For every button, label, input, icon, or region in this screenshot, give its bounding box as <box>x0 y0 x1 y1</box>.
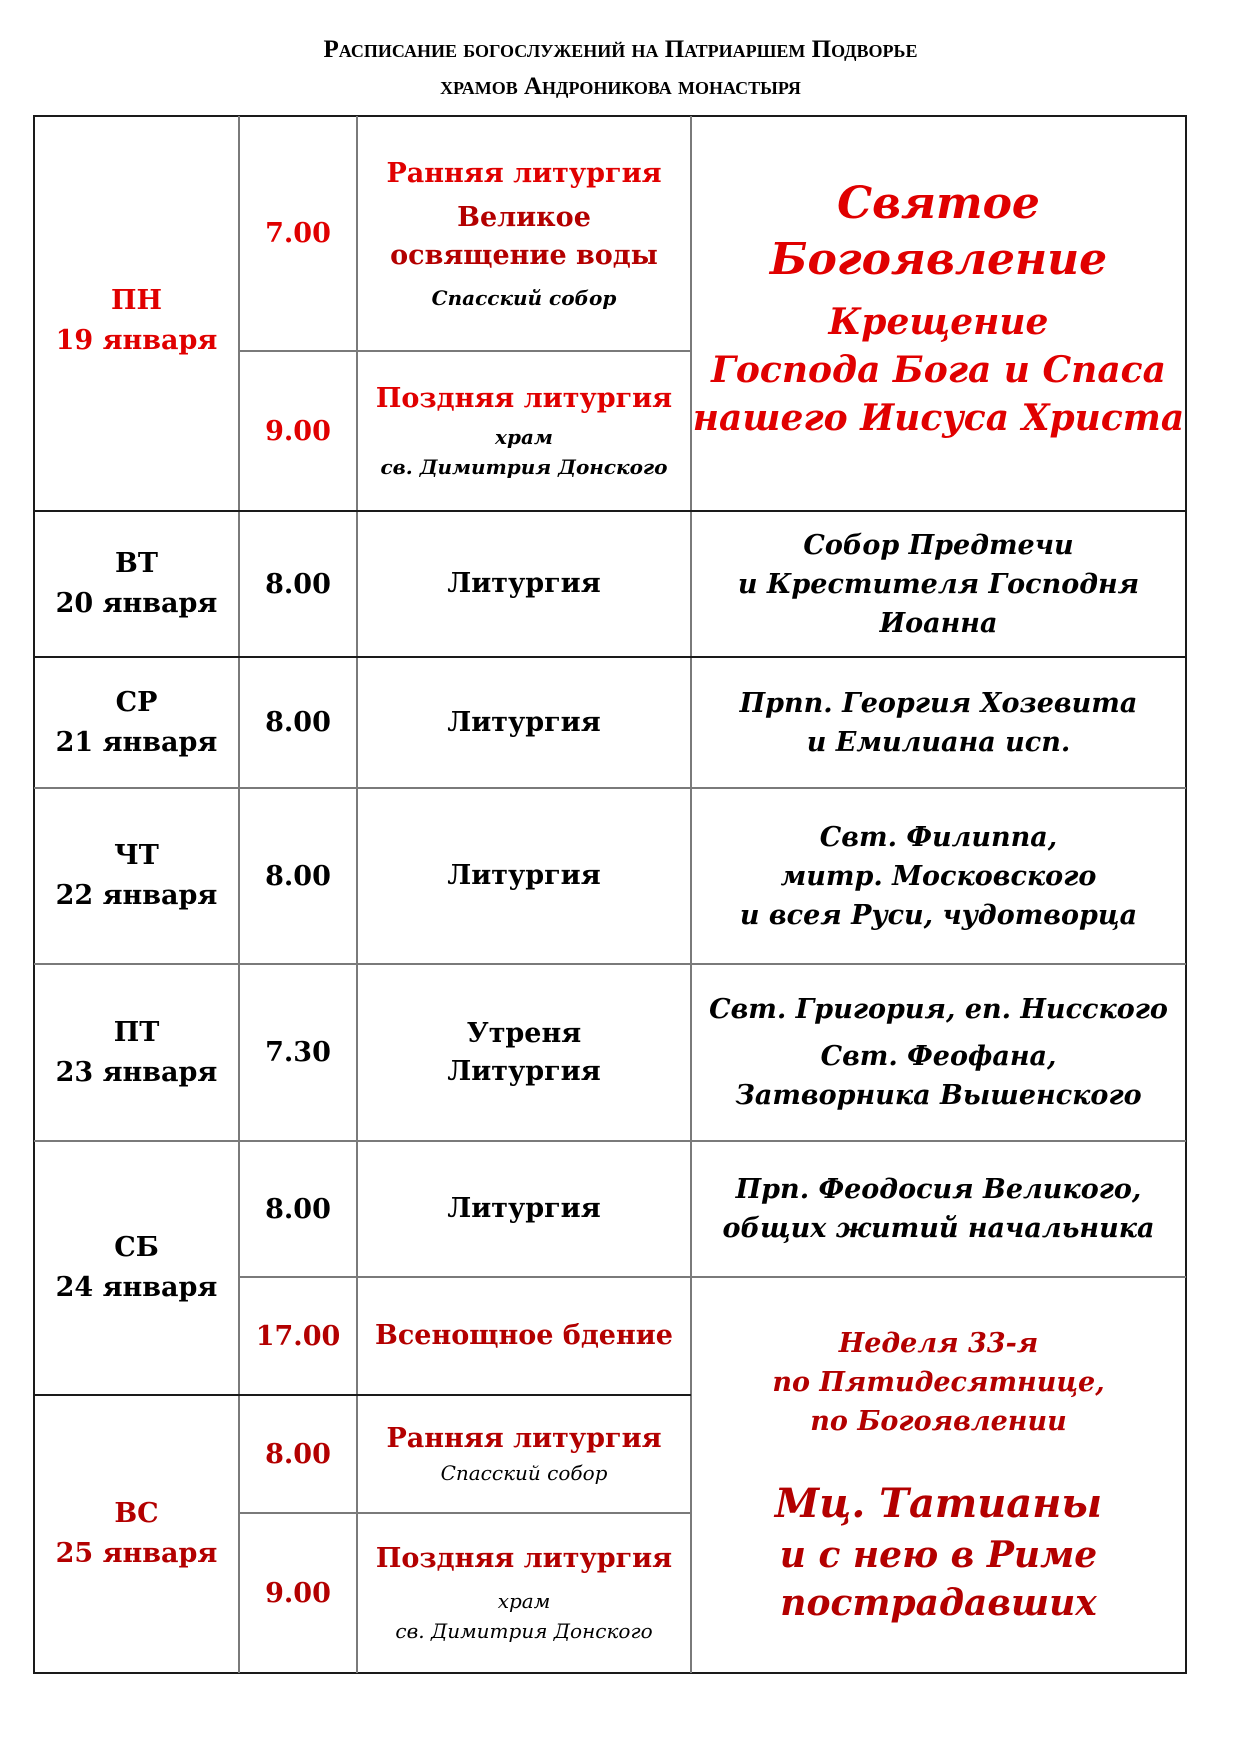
day-cell-friday <box>35 965 238 1140</box>
feast-line: митр. Московского <box>780 860 1097 892</box>
feast-line: и всея Руси, чудотворца <box>739 899 1138 931</box>
service-title: Поздняя литургия <box>375 1543 673 1574</box>
service-time: 7.00 <box>265 218 331 249</box>
feast-cell <box>692 965 1185 1140</box>
day-cell-wednesday <box>35 658 238 787</box>
date: 19 января <box>55 324 218 356</box>
time-cell <box>240 965 356 1140</box>
date: 24 января <box>55 1272 218 1303</box>
service-cell <box>358 117 690 350</box>
service-title: Литургия <box>447 568 601 599</box>
feast-subtitle: Крещение <box>828 300 1049 343</box>
time-cell <box>240 789 356 963</box>
feast-subtitle: по Пятидесятнице, <box>772 1366 1105 1398</box>
feast-cell <box>692 512 1185 656</box>
feast-line: Свт. Феофана, <box>820 1041 1057 1072</box>
weekday: СБ <box>114 1232 159 1263</box>
time-cell <box>240 1396 356 1512</box>
time-cell <box>240 512 356 656</box>
feast-title: Мц. Татианы <box>774 1479 1103 1527</box>
date: 22 января <box>55 880 218 911</box>
service-title: освящение воды <box>390 239 658 271</box>
service-title: Всенощное бдение <box>375 1320 673 1351</box>
feast-subtitle: Господа Бога и Спаса <box>711 348 1166 391</box>
feast-cell <box>692 117 1185 510</box>
feast-line: и Крестителя Господня <box>737 568 1140 600</box>
service-place: св. Димитрия Донского <box>380 455 668 479</box>
service-cell <box>358 352 690 510</box>
service-cell <box>358 965 690 1140</box>
feast-line: Иоанна <box>879 607 998 639</box>
service-place: Спасский собор <box>431 285 617 310</box>
feast-subtitle: по Богоявлении <box>810 1405 1067 1437</box>
service-time: 8.00 <box>265 568 331 600</box>
date: 25 января <box>55 1538 218 1569</box>
feast-subtitle: Неделя 33-я <box>838 1327 1039 1359</box>
service-cell <box>358 1142 690 1276</box>
day-cell-thursday <box>35 789 238 963</box>
service-place: храм <box>497 1589 551 1613</box>
service-time: 8.00 <box>265 1438 331 1470</box>
weekday: ПТ <box>113 1016 160 1048</box>
weekday: ВТ <box>115 548 158 579</box>
weekday: СР <box>115 686 158 718</box>
weekday: ЧТ <box>114 840 159 871</box>
service-title: Литургия <box>447 860 601 891</box>
feast-line: общих житий начальника <box>722 1213 1155 1244</box>
service-title: Ранняя литургия <box>386 157 662 189</box>
feast-title: пострадавших <box>780 1581 1097 1624</box>
time-cell <box>240 658 356 787</box>
date: 23 января <box>55 1056 218 1088</box>
service-title: Ранняя литургия <box>386 1423 662 1454</box>
time-cell <box>240 1514 356 1672</box>
weekday: ПН <box>110 284 162 316</box>
time-cell <box>240 352 356 510</box>
feast-line: и Емилиана исп. <box>806 726 1071 758</box>
service-cell <box>358 512 690 656</box>
service-title: Великое <box>457 201 591 233</box>
feast-line: Затворника Вышенского <box>735 1080 1142 1111</box>
service-cell <box>358 1514 690 1672</box>
service-time: 9.00 <box>265 415 331 447</box>
feast-cell <box>692 658 1185 787</box>
feast-line: Прпп. Георгия Хозевита <box>739 687 1138 719</box>
weekday: ВС <box>114 1498 159 1529</box>
feast-title: Святое <box>837 177 1040 229</box>
service-title: Литургия <box>447 1193 601 1224</box>
feast-line: Свт. Григория, еп. Нисского <box>709 994 1168 1025</box>
feast-subtitle: нашего Иисуса Христа <box>692 396 1185 439</box>
service-place: Спасский собор <box>440 1461 608 1485</box>
service-place: св. Димитрия Донского <box>395 1619 653 1643</box>
day-cell-monday <box>35 117 238 510</box>
feast-title: и с нею в Риме <box>779 1533 1098 1576</box>
feast-line: Прп. Феодосия Великого, <box>735 1174 1142 1205</box>
service-time: 9.00 <box>265 1577 331 1609</box>
service-time: 8.00 <box>265 860 331 892</box>
service-place: храм <box>495 425 553 449</box>
service-time: 8.00 <box>265 707 331 738</box>
service-cell <box>358 1278 690 1394</box>
service-cell <box>358 658 690 787</box>
time-cell <box>240 1278 356 1394</box>
service-title: Литургия <box>447 1055 601 1087</box>
service-title: Утреня <box>466 1017 582 1049</box>
date: 21 января <box>55 726 218 758</box>
day-cell-sunday <box>35 1396 238 1672</box>
feast-line: Собор Предтечи <box>803 529 1074 561</box>
service-time: 7.30 <box>265 1037 331 1068</box>
feast-cell <box>692 1278 1185 1672</box>
time-cell <box>240 117 356 350</box>
feast-line: Свт. Филиппа, <box>819 821 1058 853</box>
service-time: 17.00 <box>255 1320 341 1352</box>
feast-cell <box>692 789 1185 963</box>
service-cell <box>358 1396 690 1512</box>
page-subtitle: храмов Андроникова монастыря <box>440 73 801 100</box>
day-cell-saturday <box>35 1142 238 1394</box>
time-cell <box>240 1142 356 1276</box>
feast-cell <box>692 1142 1185 1276</box>
feast-title: Богоявление <box>769 233 1108 285</box>
day-cell-tuesday <box>35 512 238 656</box>
service-title: Литургия <box>447 706 601 738</box>
service-time: 8.00 <box>265 1193 331 1225</box>
service-cell <box>358 789 690 963</box>
page-title: Расписание богослужений на Патриаршем Подворье <box>323 36 918 63</box>
service-title: Поздняя литургия <box>375 383 673 414</box>
date: 20 января <box>55 588 218 619</box>
